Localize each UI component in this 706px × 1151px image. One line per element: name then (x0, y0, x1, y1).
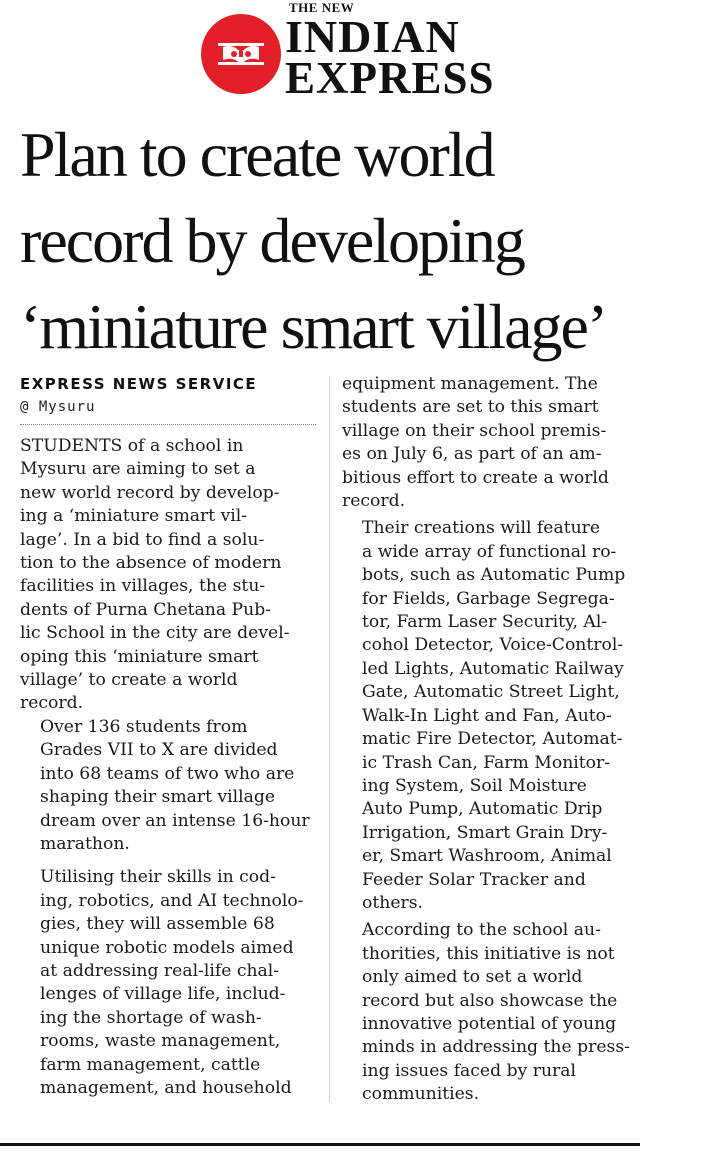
text-line: gies, they will assemble 68 (40, 914, 275, 935)
headline-line-2: record by developing (20, 205, 524, 276)
paragraph (342, 373, 638, 513)
paragraph (20, 866, 316, 1100)
byline: EXPRESS NEWS SERVICE (20, 375, 258, 393)
text-line: ing System, Soil Moisture (362, 775, 587, 796)
text-line: record but also showcase the (362, 990, 618, 1011)
text-line: oping this ‘miniature smart (20, 646, 259, 667)
text-line: lic School in the city are devel- (20, 623, 290, 644)
text-line: Auto Pump, Automatic Drip (362, 799, 603, 820)
text-line: ing a ‘miniature smart vil- (20, 506, 248, 527)
text-line: Their creations will feature (362, 518, 601, 539)
text-line: STUDENTS of a school in (20, 436, 244, 456)
text-line: at addressing real-life chal- (40, 960, 280, 981)
text-line: record. (342, 491, 406, 512)
text-line: communities. (362, 1084, 480, 1105)
text-line: Feeder Solar Tracker and (362, 869, 586, 890)
column-divider (329, 376, 330, 1102)
masthead-brand-indian: INDIAN (285, 11, 460, 62)
text-line: er, Smart Washroom, Animal (362, 846, 612, 867)
text-line: into 68 teams of two who are (40, 763, 295, 784)
text-line: minds in addressing the press- (362, 1037, 630, 1058)
masthead-the-new: THE NEW (289, 0, 355, 15)
masthead-brand-express: EXPRESS (285, 53, 495, 103)
text-line: thorities, this initiative is not (362, 943, 615, 964)
dateline: @ Mysuru (20, 399, 96, 415)
bottom-rule (0, 1143, 640, 1146)
paragraph (342, 517, 638, 915)
text-line: facilities in villages, the stu- (20, 576, 266, 597)
text-line: ing issues faced by rural (362, 1060, 576, 1081)
text-line: shaping their smart village (40, 787, 276, 808)
text-line: dents of Purna Chetana Pub- (20, 599, 272, 620)
text-line: es on July 6, as part of an am- (342, 444, 602, 465)
text-line: others. (362, 892, 423, 913)
text-line: students are set to this smart (342, 397, 599, 418)
newspaper-emblem-icon (201, 14, 281, 94)
text-line: Irrigation, Smart Grain Dry- (362, 822, 608, 843)
text-line: matic Fire Detector, Automat- (362, 729, 623, 750)
masthead (0, 0, 706, 103)
article-headline (20, 112, 700, 370)
text-line: village’ to create a world (20, 670, 238, 691)
text-line: innovative potential of young (362, 1013, 617, 1034)
text-line: ing, robotics, and AI technolo- (40, 890, 304, 911)
text-line: unique robotic models aimed (40, 937, 294, 958)
text-line: record. (20, 693, 84, 714)
headline-line-3: ‘miniature smart village’ (20, 291, 607, 362)
text-line: ing the shortage of wash- (40, 1007, 262, 1028)
text-line: a wide array of functional ro- (362, 541, 617, 562)
text-line: rooms, waste management, (40, 1031, 281, 1052)
text-line: Walk-In Light and Fan, Auto- (362, 705, 612, 726)
text-line: new world record by develop- (20, 482, 280, 503)
text-line: Over 136 students from (40, 716, 248, 737)
text-line: equipment management. The (342, 374, 598, 394)
text-line: Mysuru are aiming to set a (20, 459, 256, 480)
text-line: According to the school au- (362, 920, 601, 941)
text-line: dream over an intense 16-hour (40, 810, 310, 831)
text-line: ic Trash Can, Farm Monitor- (362, 752, 611, 773)
article-column-left (20, 372, 316, 1100)
text-line: only aimed to set a world (362, 967, 583, 988)
paragraph (20, 716, 316, 856)
text-line: tion to the absence of modern (20, 553, 282, 574)
text-line: Grades VII to X are divided (40, 740, 278, 761)
text-line: marathon. (40, 833, 130, 854)
text-line: bots, such as Automatic Pump (362, 565, 626, 586)
text-line: farm management, cattle (40, 1054, 261, 1075)
byline-divider (20, 424, 316, 425)
headline-line-1: Plan to create world (20, 119, 494, 190)
text-line: village on their school premis- (342, 420, 607, 441)
text-line: Utilising their skills in cod- (40, 867, 276, 888)
text-line: tor, Farm Laser Security, Al- (362, 612, 608, 633)
article-column-right (342, 373, 638, 1107)
paragraph (342, 919, 638, 1106)
paragraph (20, 435, 316, 716)
text-line: Gate, Automatic Street Light, (362, 682, 620, 703)
text-line: bitious effort to create a world (342, 467, 609, 488)
text-line: management, and household (40, 1077, 292, 1098)
text-line: lenges of village life, includ- (40, 984, 286, 1005)
text-line: led Lights, Automatic Railway (362, 658, 624, 679)
text-line: lage’. In a bid to find a solu- (20, 529, 265, 550)
text-line: for Fields, Garbage Segrega- (362, 588, 615, 609)
text-line: cohol Detector, Voice-Control- (362, 635, 624, 656)
